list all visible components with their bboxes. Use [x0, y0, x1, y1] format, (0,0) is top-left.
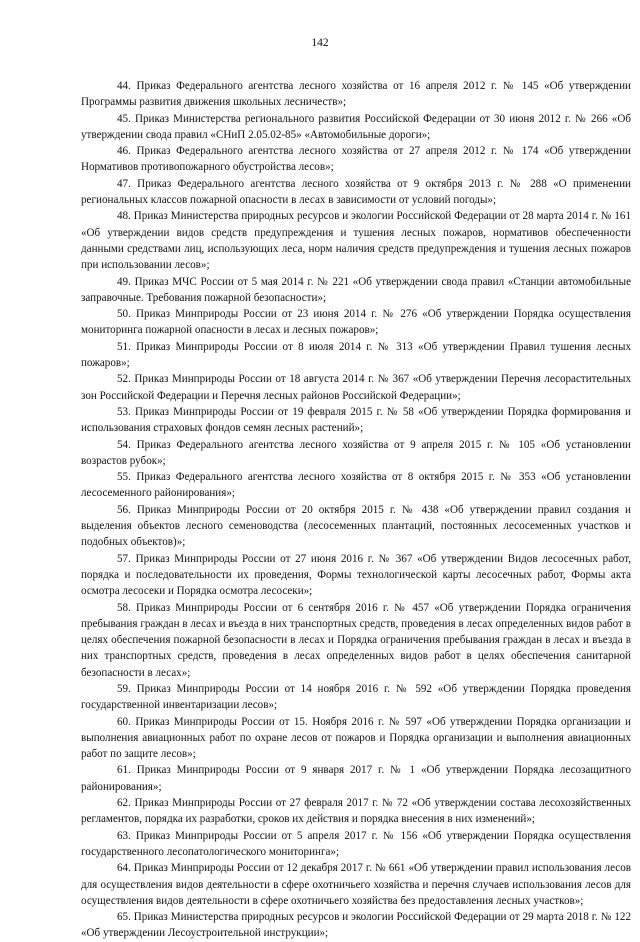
- list-item: 59. Приказ Минприроды России от 14 ноября 2016 г. № 592 «Об утверждении Порядка проведения государственной инвентаризации лесов»;: [81, 682, 631, 712]
- list-item: 62. Приказ Минприроды России от 27 февраля 2017 г. № 72 «Об утверждении состава лесохозяйственных регламентов, порядка их разработки, сроков их действия и порядка внесения в них изменений»;: [81, 797, 631, 826]
- list-item: 44. Приказ Федерального агентства лесного хозяйства от 16 апреля 2012 г. № 145 «Об утверждении Программы развития движения школьных лесничеств»;: [81, 80, 631, 109]
- list-item: 64. Приказ Минприроды России от 12 декабря 2017 г. № 661 «Об утверждении правил использования лесов для осуществления видов деятельности в сфере охотничьего хозяйства и перечня случаев использования лесов для осуществления видов деятельности в сфере охотничьего хозяйства без предоставления лесных участков»;: [81, 862, 631, 907]
- list-item: 55. Приказ Федерального агентства лесного хозяйства от 8 октября 2015 г. № 353 «Об установлении лесосеменного районирования»;: [81, 471, 631, 500]
- list-item: 54. Приказ Федерального агентства лесного хозяйства от 9 апреля 2015 г. № 105 «Об установлении возрастов рубок»;: [81, 438, 631, 467]
- list-item: 48. Приказ Министерства природных ресурсов и экологии Российской Федерации от 28 марта 2014 г. № 161 «Об утверждении видов средств предупреждения и тушения лесных пожаров, нормативов обеспеченности данными средствами лиц, использующих леса, норм наличия средств предупреждения и тушения лесных пожаров при использовании лесов»;: [81, 210, 631, 272]
- list-item: 53. Приказ Минприроды России от 19 февраля 2015 г. № 58 «Об утверждении Порядка формирования и использования страховых фондов семян лесных растений»;: [81, 405, 631, 435]
- page-number: 142: [311, 37, 329, 49]
- list-item: 52. Приказ Минприроды России от 18 августа 2014 г. № 367 «Об утверждении Перечня лесорастительных зон Российской Федерации и Перечня лесных районов Российской Федерации»;: [81, 373, 631, 402]
- list-item: 61. Приказ Минприроды России от 9 января 2017 г. № 1 «Об утверждении Порядка лесозащитного районирования»;: [81, 764, 631, 793]
- regulation-list: [81, 78, 631, 942]
- list-item: 50. Приказ Минприроды России от 23 июня 2014 г. № 276 «Об утверждении Порядка осуществления мониторинга пожарной опасности в лесах и лесных пожаров»;: [81, 308, 631, 337]
- list-item: 60. Приказ Минприроды России от 15. Ноября 2016 г. № 597 «Об утверждении Порядка организации и выполнения авиационных работ по охране лесов от пожаров и Порядка организации и выполнения авиационных работ по защите лесов»;: [81, 715, 631, 761]
- list-item: 51. Приказ Минприроды России от 8 июля 2014 г. № 313 «Об утверждении Правил тушения лесных пожаров»;: [81, 340, 631, 370]
- list-item: 47. Приказ Федерального агентства лесного хозяйства от 9 октября 2013 г. № 288 «О применении региональных классов пожарной опасности в лесах в зависимости от условий погоды»;: [81, 177, 631, 207]
- list-item: 65. Приказ Министерства природных ресурсов и экологии Российской Федерации от 29 марта 2018 г. № 122 «Об утверждении Лесоустроительной инструкции»;: [81, 911, 631, 940]
- list-item: 58. Приказ Минприроды России от 6 сентября 2016 г. № 457 «Об утверждении Порядка ограничения пребывания граждан в лесах и въезда в них транспортных средств, проведения в лесах определенных видов работ в целях обеспечения пожарной безопасности в лесах и Порядка ограничения пребывания граждан в лесах и въезда в них транспортных средств, проведения в лесах определенных видов работ в целях обеспечения санитарной безопасности в лесах»;: [81, 601, 631, 679]
- list-item: 63. Приказ Минприроды России от 5 апреля 2017 г. № 156 «Об утверждении Порядка осуществления государственного лесопатологического мониторинга»;: [81, 829, 631, 858]
- list-item: 56. Приказ Минприроды России от 20 октября 2015 г. № 438 «Об утверждении правил создания и выделения объектов лесного семеноводства (лесосеменных плантаций, постоянных лесосеменных участков и подобных объектов)»;: [81, 503, 631, 549]
- list-item: 46. Приказ Федерального агентства лесного хозяйства от 27 апреля 2012 г. № 174 «Об утверждении Нормативов противопожарного обустройства лесов»;: [81, 145, 631, 174]
- list-item: 45. Приказ Министерства регионального развития Российской Федерации от 30 июня 2012 г. № 266 «Об утверждении свода правил «СНиП 2.05.02-85» «Автомобильные дороги»;: [81, 112, 631, 141]
- list-item: 57. Приказ Минприроды России от 27 июня 2016 г. № 367 «Об утверждении Видов лесосечных работ, порядка и последовательности их проведения, Формы технологической карты лесосечных работ, Формы акта осмотра лесосеки и Порядка осмотра лесосеки»;: [81, 552, 631, 598]
- list-item: 49. Приказ МЧС России от 5 мая 2014 г. № 221 «Об утверждении свода правил «Станции автомобильные заправочные. Требования пожарной безопасности»;: [81, 275, 631, 304]
